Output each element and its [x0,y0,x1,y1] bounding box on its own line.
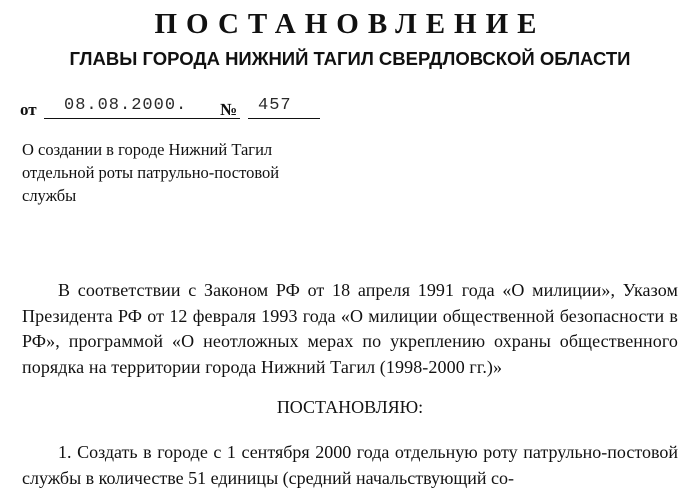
decree-item-1: 1. Создать в городе с 1 сентября 2000 года отдельную роту патрульно-постовой службы в количестве 51 единицы (средний начальствующий со- [22,442,678,488]
subject-block [22,138,362,207]
number-label: № [220,100,238,119]
document-title: ПОСТАНОВЛЕНИЕ [154,8,546,40]
subject-line: отдельной роты патрульно-постовой [22,163,280,182]
decree-heading: ПОСТАНОВЛЯЮ: [276,397,424,417]
subject-line: О создании в городе Нижний Тагил [22,140,273,159]
date-value: 08.08.2000. [64,96,188,115]
number-value: 457 [258,96,292,115]
document-subtitle: ГЛАВЫ ГОРОДА НИЖНИЙ ТАГИЛ СВЕРДЛОВСКОЙ ОБЛАСТИ [69,48,631,69]
date-label: от [20,100,37,119]
subject-line: службы [22,186,77,205]
preamble-paragraph: В соответствии с Законом РФ от 18 апреля 1991 года «О милиции», Указом Президента РФ от 12 февраля 1993 года «О милиции общественной безопасности в РФ», программой «О неотложных мерах по укреплению охраны общественного порядка на территории города Нижний Тагил (1998-2000 гг.)» [22,280,678,377]
